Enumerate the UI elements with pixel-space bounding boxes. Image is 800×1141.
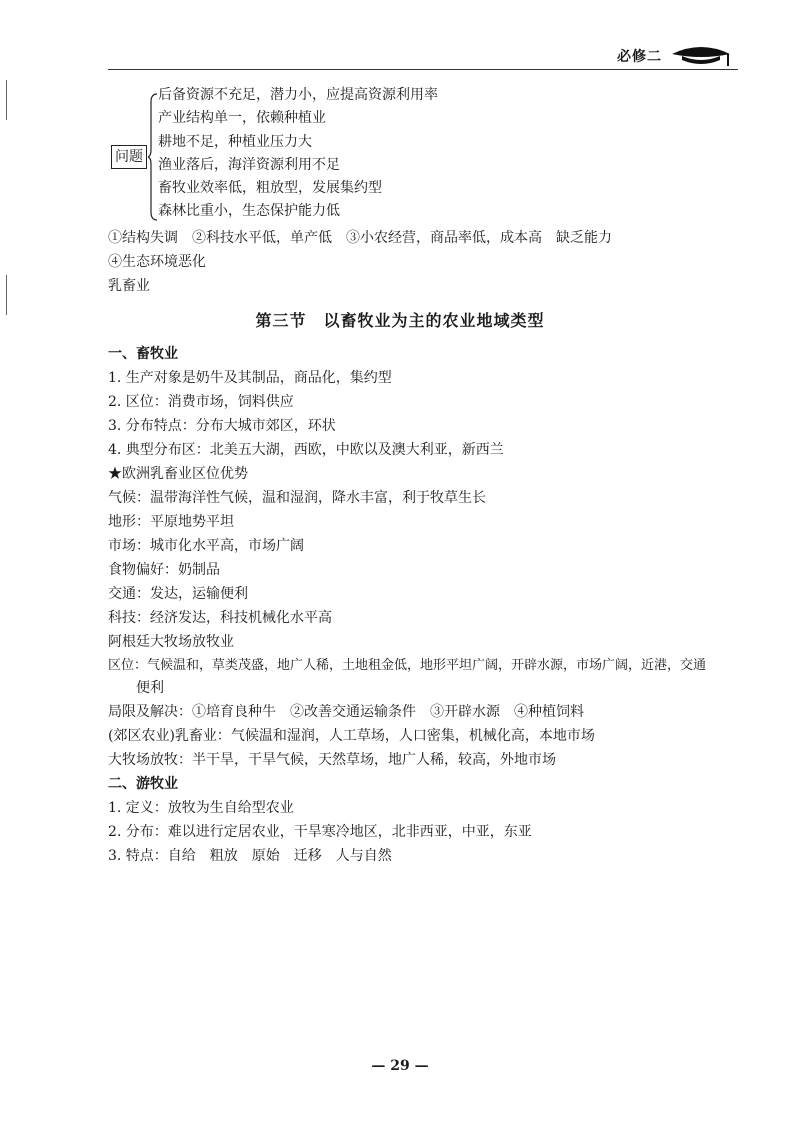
text-line: 地形：平原地势平坦 [108, 514, 234, 530]
text-line: 3. 特点：自给 粗放 原始 迁移 人与自然 [108, 848, 392, 864]
text-line: (郊区农业)乳畜业：气候温和湿润，人工草场，人口密集，机械化高，本地市场 [108, 728, 595, 744]
graduation-cap-icon [668, 38, 734, 68]
list-item: 森林比重小，生态保护能力低 [158, 203, 340, 220]
text-line: ★欧洲乳畜业区位优势 [108, 466, 248, 482]
list-item: 产业结构单一，依赖种植业 [158, 110, 326, 127]
page-number: — 29 — [371, 1058, 429, 1074]
part-heading: 二、游牧业 [108, 776, 178, 792]
header-rule [108, 69, 738, 70]
text-line: 大牧场放牧：半干旱，干旱气候，天然草场，地广人稀，较高，外地市场 [108, 752, 556, 768]
answer-line: ①结构失调 ②科技水平低，单产低 ③小农经营，商品率低，成本高 缺乏能力 [108, 230, 612, 246]
text-line: 交通：发达，运输便利 [108, 586, 248, 602]
list-item: 畜牧业效率低，粗放型，发展集约型 [158, 180, 382, 197]
list-item: 渔业落后，海洋资源利用不足 [158, 156, 340, 173]
text-line: 区位：气候温和，草类茂盛，地广人稀，土地租金低，地形平坦广阔，开辟水源，市场广阔，近港，交通 [108, 658, 707, 673]
margin-mark [6, 80, 7, 120]
text-line: 2. 分布：难以进行定居农业，干旱寒冷地区，北非西亚，中亚，东亚 [108, 824, 532, 840]
text-line: 2. 区位：消费市场，饲料供应 [108, 394, 294, 410]
list-item: 后备资源不充足，潜力小，应提高资源利用率 [158, 87, 438, 103]
section-title: 第三节 以畜牧业为主的农业地域类型 [255, 311, 545, 330]
text-line: 气候：温带海洋性气候，温和湿润，降水丰富，利于牧草生长 [108, 490, 486, 506]
header-label: 必修二 [617, 49, 662, 65]
brace-bracket [148, 92, 158, 222]
answer-line: 乳畜业 [108, 278, 150, 294]
text-line: 阿根廷大牧场放牧业 [108, 634, 234, 650]
text-line: 4. 典型分布区：北美五大湖，西欧，中欧以及澳大利亚，新西兰 [108, 442, 504, 458]
part-heading: 一、畜牧业 [108, 346, 178, 362]
text-line: 科技：经济发达，科技机械化水平高 [108, 610, 332, 626]
answer-line: ④生态环境恶化 [108, 254, 206, 270]
page-header [108, 32, 738, 72]
text-line: 3. 分布特点：分布大城市郊区，环状 [108, 418, 336, 434]
text-line: 1. 生产对象是奶牛及其制品，商品化，集约型 [108, 370, 392, 386]
text-line: 市场：城市化水平高，市场广阔 [108, 538, 304, 554]
text-line: 局限及解决：①培育良种牛 ②改善交通运输条件 ③开辟水源 ④种植饲料 [108, 704, 584, 720]
problem-label-box: 问题 [111, 145, 147, 169]
text-line: 便利 [136, 680, 164, 696]
text-line: 食物偏好：奶制品 [108, 562, 220, 578]
text-line: 1. 定义：放牧为生自给型农业 [108, 800, 294, 816]
problem-list [158, 84, 438, 224]
list-item: 耕地不足，种植业压力大 [158, 133, 312, 150]
